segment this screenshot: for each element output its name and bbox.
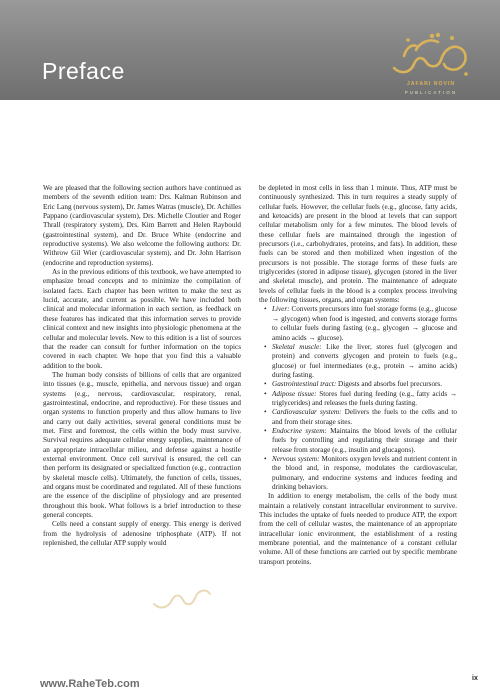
page-number: ix [472, 675, 478, 682]
list-item [272, 380, 457, 389]
list-item [272, 408, 457, 427]
page-title: Preface [42, 58, 125, 84]
watermark-logo-icon [150, 578, 214, 612]
organ-description: Monitors oxygen levels and nutrient content in the blood and, in response, modulates the cardiovascular, pulmonary, and endocrine systems and induces feeding and drinking behaviors. [272, 454, 457, 491]
body-text [43, 184, 463, 684]
organ-term: Liver: [272, 305, 290, 314]
organ-term: Cardiovascular system: [272, 408, 342, 417]
organ-term: Nervous system: [272, 454, 320, 463]
paragraph: In addition to energy metabolism, the cells of the body must maintain a relatively constant intracellular environment to survive. This includes the uptake of fuels needed to produce ATP, the export from the cell of cellular wastes, the maintenance of an appropriate intracellular ionic environment, the establishment of a resting membrane potential, and the maintenance of a constant cellular volume. All of these functions are carried out by specific membrane transport proteins. [259, 492, 457, 566]
organ-description: Delivers the fuels to the cells and to and from their storage sites. [272, 408, 457, 426]
list-item [272, 390, 457, 409]
organ-term: Adipose tissue: [272, 389, 317, 398]
paragraph: The human body consists of billions of cells that are organized into tissues (e.g., muscle, epithelia, and nervous tissue) and organ systems (e.g., nervous, cardiovascular, respiratory, renal, gastrointestinal, endocrine, and reproductive). For these tissues and organ systems to function properly and thus allow humans to live and carry out daily activities, several general conditions must be met. First and foremost, the cells within the body must survive. Survival requires adequate cellular energy supplies, maintenance of an appropriate intracellular milieu, and defense against a hostile external environment. Once cell survival is ensured, the cell can then perform its designated or specialized function (e.g., contraction by skeletal muscle cells). Ultimately, the function of cells, tissues, and organs must be coordinated and regulated. All of these functions are the essence of the discipline of physiology and are presented throughout this book. What follows is a brief introduction to these general concepts. [43, 370, 241, 520]
organ-description: Stores fuel during feeding (e.g., fatty acids → triglycerides) and releases the fuels during fasting. [272, 389, 458, 407]
right-column [259, 184, 457, 567]
left-column [43, 184, 241, 548]
website-watermark: www.RaheTeb.com [40, 678, 140, 690]
calligraphy-logo-icon [386, 30, 476, 80]
organ-description: Digests and absorbs fuel precursors. [336, 380, 443, 389]
publisher-logo [376, 30, 486, 100]
paragraph: Cells need a constant supply of energy. This energy is derived from the hydrolysis of adenosine triphosphate (ATP). If not replenished, the cellular ATP supply would [43, 520, 241, 548]
paragraph: We are pleased that the following section authors have continued as members of the seventh edition team: Drs. Kalman Rubinson and Eric Lang (nervous system), Dr. James Watras (muscle), Dr. Achilles Pappano (cardiovascular system), Drs. Michelle Cloutier and Roger Thrall (respiratory system), Drs. Kim Barrett and Helen Raybould (gastrointestinal system), and Dr. Bruce White (endocrine and reproductive systems). We also welcome the following authors: Dr. Withrow Gil Wier (cardiovascular system), and Dr. John Harrison (endocrine and reproduction systems). [43, 184, 241, 267]
list-item [272, 343, 457, 380]
paragraph: As in the previous editions of this textbook, we have attempted to emphasize broad concepts and to minimize the compilation of isolated facts. Each chapter has been written to make the text as lucid, accurate, and current as possible. We have included both clinical and molecular information in each section, as feedback on these features has indicated that this information serves to provide clinical context and new insights into physiologic phenomena at the cellular and molecular levels. New to this edition is a list of sources that the reader can consult for further information on the topics covered in each chapter. We hope that you find this a valuable addition to the book. [43, 268, 241, 370]
list-item [272, 427, 457, 455]
list-item [272, 455, 457, 492]
organ-description: Converts precursors into fuel storage forms (e.g., glucose → glycogen) when food is ingested, and converts storage forms to cellular fuels during fasting (e.g., glycogen → glucose and amino acids → glucose). [272, 305, 457, 342]
organ-term: Skeletal muscle: [272, 342, 322, 351]
organ-description: Like the liver, stores fuel (glycogen and protein) and converts glycogen and protein to fuels (e.g., glucose) or fuel intermediates (e.g., protein → amino acids) during fasting. [272, 342, 457, 379]
organ-list [259, 305, 457, 492]
publisher-name: JAFARI NOVIN [406, 81, 456, 87]
organ-term: Endocrine system: [272, 426, 327, 435]
list-item [272, 305, 457, 342]
organ-description: Maintains the blood levels of the cellular fuels by controlling and regulating their storage and their release from storage (e.g., insulin and glucagons). [272, 426, 457, 454]
organ-term: Gastrointestinal tract: [272, 380, 337, 389]
publisher-subtitle: PUBLICATION [404, 90, 458, 95]
paragraph: be depleted in most cells in less than 1 minute. Thus, ATP must be continuously synthesized. This in turn requires a steady supply of cellular fuels. However, the cellular fuels (e.g., glucose, fatty acids, and ketoacids) are present in the blood at levels that can support cellular metabolism only for a few minutes. The blood levels of these cellular fuels are maintained through the ingestion of precursors (i.e., carbohydrates, proteins, and fats). In addition, these fuels can be stored and then mobilized when ingestion of the precursors is not possible. The storage forms of these fuels are triglycerides (stored in adipose tissue), glycogen (stored in the liver and skeletal muscle), and protein. The maintenance of adequate levels of cellular fuels in the blood is a complex process involving the following tissues, organs, and organ systems: [259, 184, 457, 305]
header-banner [0, 0, 500, 100]
